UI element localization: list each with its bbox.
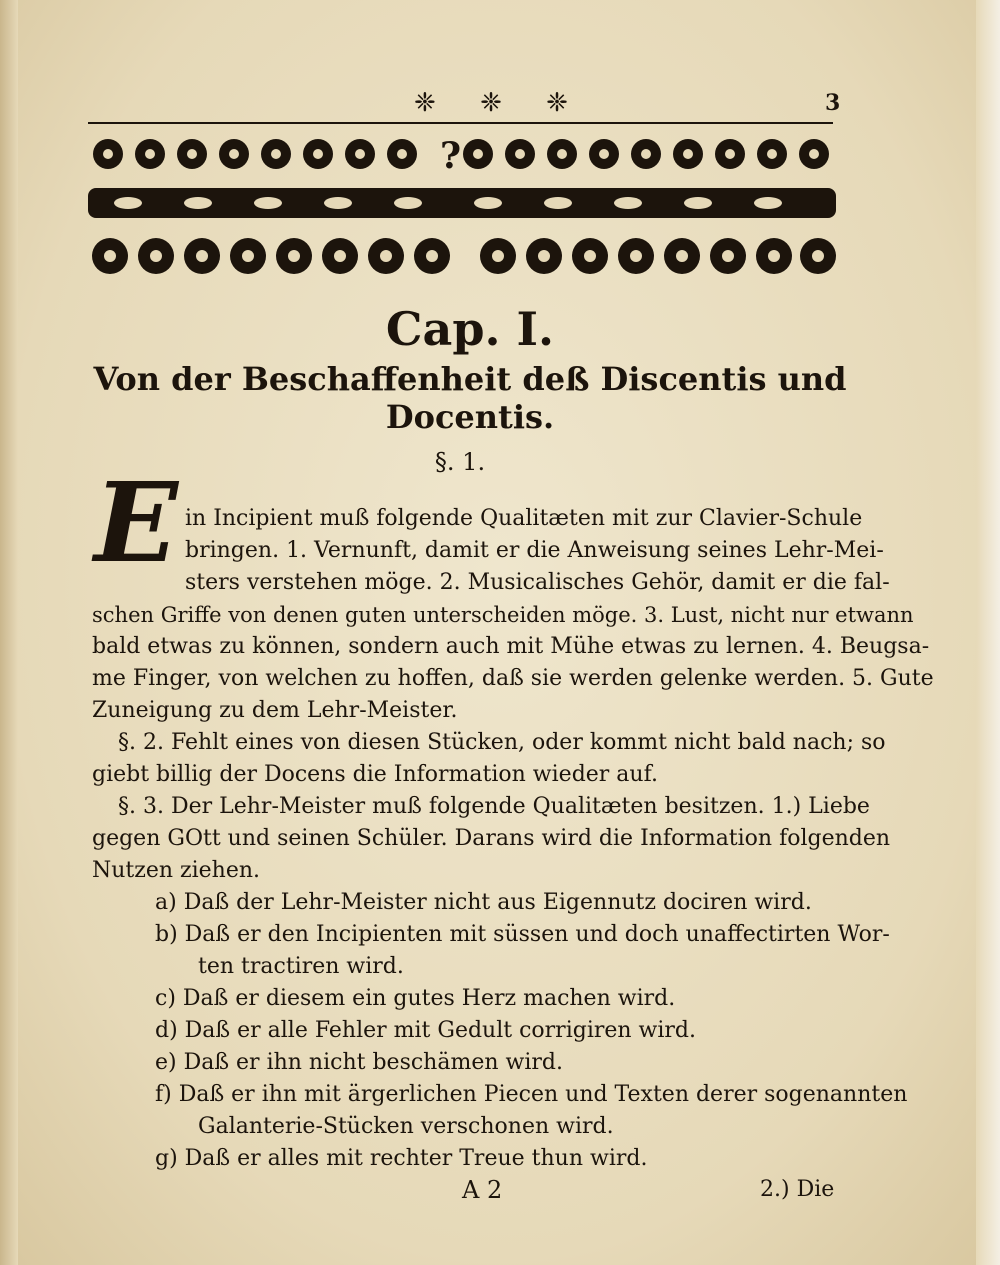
list-item: c) Daß er diesem ein gutes Herz machen wird. <box>155 986 676 1011</box>
text-line: §. 3. Der Lehr-Meister muß folgende Qualitæten besitzen. 1.) Liebe <box>118 794 870 819</box>
chapter-subtitle-line: Von der Beschaffenheit deß Discentis und <box>93 360 847 398</box>
text-line: sters verstehen möge. 2. Musicalisches Gehör, damit er die fal- <box>185 570 890 595</box>
page-edge-shadow <box>0 0 18 1265</box>
catchword: 2.) Die <box>760 1177 835 1202</box>
svg-text:?: ? <box>440 135 462 177</box>
floral-ornament-band <box>88 128 836 284</box>
chapter-subtitle-line: Docentis. <box>385 398 555 436</box>
list-item: d) Daß er alle Fehler mit Gedult corrigiren wird. <box>155 1018 697 1043</box>
header-ornament-stars: ❈ ❈ ❈ <box>414 88 586 118</box>
list-item: a) Daß der Lehr-Meister nicht aus Eigennutz dociren wird. <box>155 890 812 915</box>
list-item: e) Daß er ihn nicht beschämen wird. <box>155 1050 563 1075</box>
text-line: bringen. 1. Vernunft, damit er die Anweisung seines Lehr-Mei- <box>185 538 884 563</box>
decorative-initial-letter: E <box>94 458 178 587</box>
text-line: bald etwas zu können, sondern auch mit Mühe etwas zu lernen. 4. Beugsa- <box>92 634 930 659</box>
text-line: schen Griffe von denen guten unterscheiden möge. 3. Lust, nicht nur etwann <box>92 603 914 627</box>
text-line: in Incipient muß folgende Qualitæten mit zur Clavier-Schule <box>185 506 863 531</box>
text-line: gegen GOtt und seinen Schüler. Darans wird die Information folgenden <box>92 826 891 851</box>
text-line: §. 2. Fehlt eines von diesen Stücken, oder kommt nicht bald nach; so <box>118 730 886 755</box>
text-line: Nutzen ziehen. <box>92 858 261 883</box>
section-sign: §. 1. <box>434 448 486 476</box>
page-number: 3 <box>825 90 841 116</box>
signature-mark: A 2 <box>462 1176 503 1204</box>
chapter-subtitle <box>0 360 940 436</box>
page-edge-light <box>976 0 1000 1265</box>
list-item-continuation: ten tractiren wird. <box>198 954 404 979</box>
list-item: f) Daß er ihn mit ärgerlichen Piecen und Texten derer sogenannten <box>155 1082 908 1107</box>
text-line: me Finger, von welchen zu hoffen, daß sie werden gelenke werden. 5. Gute <box>92 666 934 691</box>
list-item-continuation: Galanterie-Stücken verschonen wird. <box>198 1114 614 1139</box>
chapter-title: Cap. I. <box>385 302 555 356</box>
header-rule <box>88 122 833 124</box>
text-line: giebt billig der Docens die Information wieder auf. <box>92 762 658 787</box>
text-line: Zuneigung zu dem Lehr-Meister. <box>92 698 458 723</box>
list-item: g) Daß er alles mit rechter Treue thun wird. <box>155 1146 648 1171</box>
list-item: b) Daß er den Incipienten mit süssen und doch unaffectirten Wor- <box>155 922 890 947</box>
